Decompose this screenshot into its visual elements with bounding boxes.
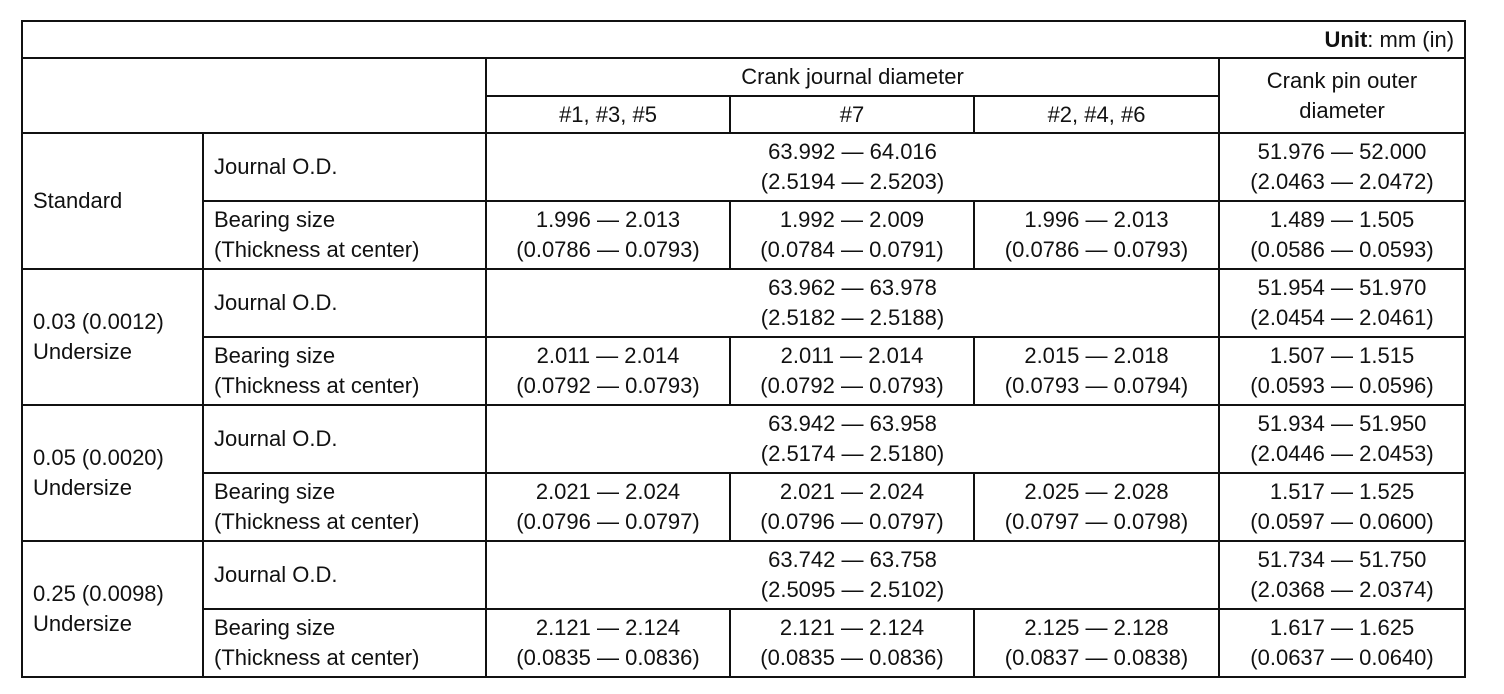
table-row bbox=[22, 269, 1465, 337]
size-label-cell bbox=[22, 405, 203, 541]
table-row bbox=[22, 609, 1465, 677]
bearing-value-2-4-6 bbox=[974, 337, 1219, 405]
table-row bbox=[22, 473, 1465, 541]
bearing-value-7 bbox=[730, 337, 974, 405]
bearing-size-label bbox=[203, 337, 486, 405]
value-mm: 1.992 — 2.009 bbox=[779, 207, 925, 232]
value-mm: 63.992 — 64.016 bbox=[768, 139, 937, 164]
pin-od-value bbox=[1219, 405, 1465, 473]
table-row bbox=[22, 541, 1465, 609]
value-mm: 51.734 — 51.750 bbox=[1257, 547, 1427, 572]
value-mm: 51.934 — 51.950 bbox=[1257, 411, 1427, 436]
bearing-value-7 bbox=[730, 609, 974, 677]
value-mm: 2.021 — 2.024 bbox=[535, 479, 681, 504]
table-row bbox=[22, 405, 1465, 473]
value-mm: 63.962 — 63.978 bbox=[768, 275, 937, 300]
bearing-value-7 bbox=[730, 473, 974, 541]
bearing-label-line-1: Bearing size bbox=[214, 479, 336, 504]
journal-od-value bbox=[486, 133, 1219, 201]
pin-od-value bbox=[1219, 133, 1465, 201]
value-in: (0.0593 — 0.0596) bbox=[1250, 373, 1434, 398]
value-in: (0.0637 — 0.0640) bbox=[1250, 645, 1434, 670]
journal-od-label: Journal O.D. bbox=[203, 133, 486, 201]
value-in: (0.0835 — 0.0836) bbox=[760, 645, 944, 670]
bearing-value-1-3-5 bbox=[486, 337, 730, 405]
bearing-value-1-3-5 bbox=[486, 201, 730, 269]
bearing-label-line-2: (Thickness at center) bbox=[214, 373, 420, 398]
bearing-value-7 bbox=[730, 201, 974, 269]
journal-od-value bbox=[486, 541, 1219, 609]
value-mm: 63.942 — 63.958 bbox=[768, 411, 937, 436]
header-blank-cell bbox=[22, 58, 486, 133]
size-label: Standard bbox=[33, 188, 123, 213]
header-row-1 bbox=[22, 58, 1465, 96]
value-mm: 2.125 — 2.128 bbox=[1024, 615, 1169, 640]
value-mm: 1.996 — 2.013 bbox=[1024, 207, 1169, 232]
header-col-1-3-5: #1, #3, #5 bbox=[486, 96, 730, 133]
value-in: (0.0797 — 0.0798) bbox=[1004, 509, 1189, 534]
bearing-spec-table bbox=[21, 20, 1466, 678]
header-journal-diameter: Crank journal diameter bbox=[486, 58, 1219, 96]
value-in: (0.0792 — 0.0793) bbox=[760, 373, 944, 398]
bearing-value-2-4-6 bbox=[974, 609, 1219, 677]
header-col-7: #7 bbox=[730, 96, 974, 133]
bearing-value-1-3-5 bbox=[486, 473, 730, 541]
value-in: (0.0793 — 0.0794) bbox=[1004, 373, 1189, 398]
bearing-value-2-4-6 bbox=[974, 201, 1219, 269]
unit-cell bbox=[22, 21, 1465, 58]
bearing-value-pin bbox=[1219, 201, 1465, 269]
value-mm: 1.517 — 1.525 bbox=[1269, 479, 1415, 504]
value-in: (2.0463 — 2.0472) bbox=[1250, 169, 1434, 194]
size-label-cell bbox=[22, 269, 203, 405]
value-mm: 63.742 — 63.758 bbox=[768, 547, 937, 572]
value-mm: 1.617 — 1.625 bbox=[1269, 615, 1415, 640]
header-col-2-4-6: #2, #4, #6 bbox=[974, 96, 1219, 133]
table-row bbox=[22, 133, 1465, 201]
value-mm: 51.954 — 51.970 bbox=[1257, 275, 1427, 300]
value-in: (0.0786 — 0.0793) bbox=[516, 237, 700, 262]
value-in: (0.0792 — 0.0793) bbox=[516, 373, 700, 398]
size-label-cell bbox=[22, 133, 203, 269]
value-in: (0.0796 — 0.0797) bbox=[760, 509, 944, 534]
value-mm: 51.976 — 52.000 bbox=[1257, 139, 1427, 164]
unit-label: Unit bbox=[1324, 26, 1368, 52]
value-in: (2.5182 — 2.5188) bbox=[760, 305, 945, 330]
value-in: (0.0796 — 0.0797) bbox=[516, 509, 700, 534]
value-mm: 2.021 — 2.024 bbox=[779, 479, 925, 504]
value-in: (0.0586 — 0.0593) bbox=[1250, 237, 1434, 262]
value-in: (2.5194 — 2.5203) bbox=[760, 169, 945, 194]
value-mm: 2.015 — 2.018 bbox=[1024, 343, 1169, 368]
bearing-label-line-1: Bearing size bbox=[214, 615, 336, 640]
journal-od-label: Journal O.D. bbox=[203, 541, 486, 609]
bearing-label-line-2: (Thickness at center) bbox=[214, 645, 420, 670]
size-label: 0.03 (0.0012) bbox=[33, 309, 164, 334]
value-in: (2.0454 — 2.0461) bbox=[1250, 305, 1434, 330]
value-in: (0.0835 — 0.0836) bbox=[516, 645, 700, 670]
bearing-label-line-2: (Thickness at center) bbox=[214, 237, 420, 262]
table-row bbox=[22, 337, 1465, 405]
bearing-label-line-1: Bearing size bbox=[214, 343, 336, 368]
bearing-value-pin bbox=[1219, 473, 1465, 541]
value-mm: 1.507 — 1.515 bbox=[1269, 343, 1415, 368]
pin-od-value bbox=[1219, 541, 1465, 609]
journal-od-value bbox=[486, 405, 1219, 473]
value-in: (0.0786 — 0.0793) bbox=[1004, 237, 1189, 262]
size-label-suffix: Undersize bbox=[33, 611, 133, 636]
value-mm: 2.121 — 2.124 bbox=[779, 615, 925, 640]
bearing-label-line-2: (Thickness at center) bbox=[214, 509, 420, 534]
bearing-value-pin bbox=[1219, 609, 1465, 677]
bearing-label-line-1: Bearing size bbox=[214, 207, 336, 232]
value-mm: 2.011 — 2.014 bbox=[780, 343, 924, 368]
value-in: (2.0368 — 2.0374) bbox=[1250, 577, 1434, 602]
size-label: 0.05 (0.0020) bbox=[33, 445, 164, 470]
bearing-size-label bbox=[203, 201, 486, 269]
value-mm: 2.121 — 2.124 bbox=[535, 615, 681, 640]
size-label-cell bbox=[22, 541, 203, 677]
value-in: (0.0837 — 0.0838) bbox=[1004, 645, 1189, 670]
bearing-value-pin bbox=[1219, 337, 1465, 405]
bearing-size-label bbox=[203, 609, 486, 677]
value-in: (2.0446 — 2.0453) bbox=[1250, 441, 1434, 466]
value-mm: 2.011 — 2.014 bbox=[536, 343, 680, 368]
value-in: (0.0784 — 0.0791) bbox=[760, 237, 944, 262]
value-mm: 1.489 — 1.505 bbox=[1269, 207, 1415, 232]
pin-od-value bbox=[1219, 269, 1465, 337]
size-label-suffix: Undersize bbox=[33, 339, 133, 364]
bearing-size-label bbox=[203, 473, 486, 541]
bearing-value-2-4-6 bbox=[974, 473, 1219, 541]
value-mm: 2.025 — 2.028 bbox=[1024, 479, 1169, 504]
header-crank-pin-diameter bbox=[1219, 58, 1465, 133]
unit-value: : mm (in) bbox=[1367, 26, 1455, 52]
header-pin-line-2: diameter bbox=[1299, 97, 1385, 123]
size-label: 0.25 (0.0098) bbox=[33, 581, 164, 606]
journal-od-value bbox=[486, 269, 1219, 337]
size-label-suffix: Undersize bbox=[33, 475, 133, 500]
table-row bbox=[22, 201, 1465, 269]
value-mm: 1.996 — 2.013 bbox=[535, 207, 681, 232]
value-in: (0.0597 — 0.0600) bbox=[1250, 509, 1434, 534]
journal-od-label: Journal O.D. bbox=[203, 269, 486, 337]
value-in: (2.5095 — 2.5102) bbox=[760, 577, 945, 602]
bearing-value-1-3-5 bbox=[486, 609, 730, 677]
journal-od-label: Journal O.D. bbox=[203, 405, 486, 473]
value-in: (2.5174 — 2.5180) bbox=[760, 441, 945, 466]
header-pin-line-1: Crank pin outer bbox=[1266, 67, 1418, 93]
unit-row bbox=[22, 21, 1465, 58]
